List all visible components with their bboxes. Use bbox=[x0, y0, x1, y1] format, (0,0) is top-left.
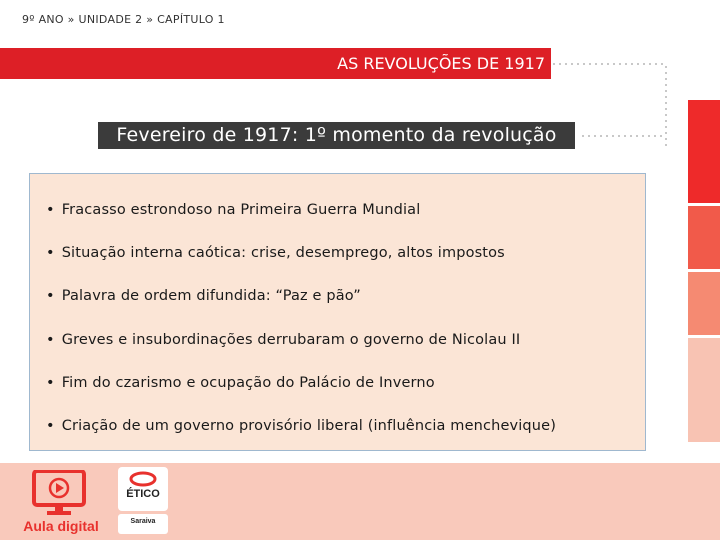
list-item bbox=[46, 375, 435, 391]
list-item bbox=[46, 288, 361, 304]
list-item-text: Criação de um governo provisório liberal (influência menchevique) bbox=[61, 418, 556, 434]
title-bar bbox=[0, 48, 551, 79]
list-item-text: Fim do czarismo e ocupação do Palácio de Inverno bbox=[61, 375, 435, 391]
aula-digital-label[interactable]: Aula digital bbox=[23, 518, 99, 534]
list-item-text: Fracasso estrondoso na Primeira Guerra Mundial bbox=[61, 202, 421, 218]
list-item bbox=[46, 332, 520, 348]
page-title: AS REVOLUÇÕES DE 1917 bbox=[337, 54, 545, 73]
list-item bbox=[46, 418, 556, 434]
side-accent-bar bbox=[688, 206, 720, 269]
etico-logo-text: ÉTICO bbox=[126, 488, 160, 500]
bullet-marker: • bbox=[46, 418, 55, 434]
slide-subtitle: Fevereiro de 1917: 1º momento da revolução bbox=[98, 122, 575, 149]
list-item-text: Greves e insubordinações derrubaram o governo de Nicolau II bbox=[61, 332, 521, 348]
breadcrumb: 9º ANO » UNIDADE 2 » CAPÍTULO 1 bbox=[22, 13, 225, 26]
bullet-marker: • bbox=[46, 332, 55, 348]
side-accent-bar bbox=[688, 338, 720, 442]
list-item bbox=[46, 202, 420, 218]
bullet-marker: • bbox=[46, 375, 55, 391]
list-item bbox=[46, 245, 505, 261]
footer-band bbox=[0, 463, 720, 540]
saraiva-logo-text: Saraiva bbox=[130, 518, 156, 525]
content-box bbox=[29, 173, 646, 451]
list-item-text: Situação interna caótica: crise, desemprego, altos impostos bbox=[61, 245, 505, 261]
side-accent-bar bbox=[688, 272, 720, 335]
side-accent-bar bbox=[688, 100, 720, 203]
bullet-marker: • bbox=[46, 288, 55, 304]
bullet-marker: • bbox=[46, 202, 55, 218]
bullet-marker: • bbox=[46, 245, 55, 261]
list-item-text: Palavra de ordem difundida: “Paz e pão” bbox=[61, 288, 361, 304]
etico-swoosh-icon bbox=[118, 467, 168, 487]
